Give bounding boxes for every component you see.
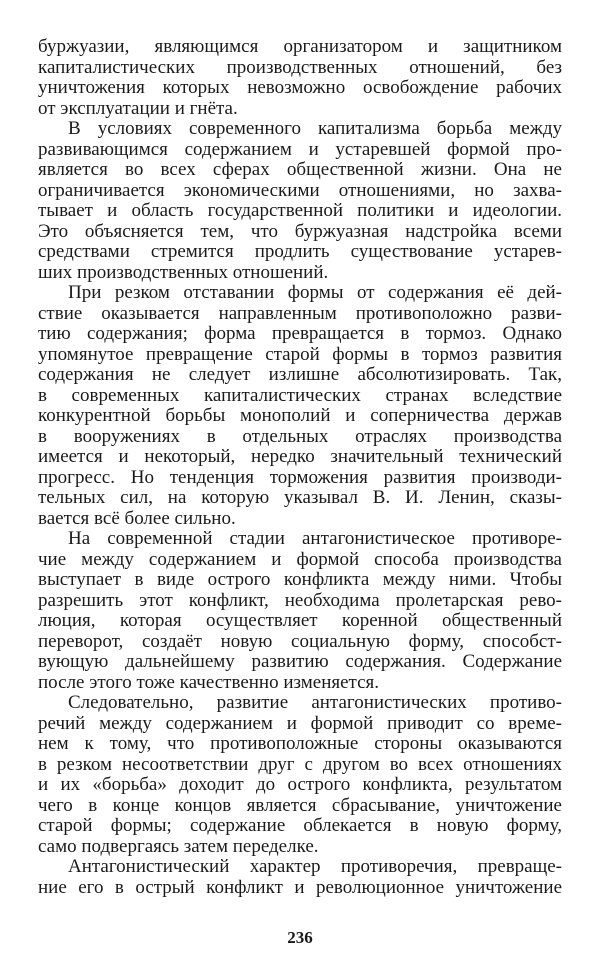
text-line: разрешить этот конфликт, необходима пролетарская рево- [38, 589, 562, 611]
text-line: ших производственных отношений. [38, 261, 329, 283]
paragraph [38, 857, 562, 898]
text-line: капиталистических производственных отношений, без [38, 56, 562, 78]
text-line: в вооружениях в отдельных отраслях производства [38, 425, 562, 447]
text-line: чие между содержанием и формой способа производства [38, 548, 562, 570]
text-line: На современной стадии антагонистическое противоре- [68, 528, 562, 549]
text-line: после этого тоже качественно изменяется. [38, 671, 380, 693]
text-line: тельных сил, на которую указывал В. И. Ленин, сказы- [38, 487, 562, 508]
paragraph [38, 529, 562, 693]
text-line: уничтожения которых невозможно освобождение рабочих [38, 77, 562, 98]
text-line: речий между содержанием и формой приводит со време- [38, 712, 562, 734]
text-line: ние его в острый конфликт и революционное уничтожение [38, 876, 562, 898]
text-line: вается всё более сильно. [38, 507, 236, 529]
text-line: В условиях современного капитализма борьба между [68, 118, 562, 139]
text-line: от эксплуатации и гнёта. [38, 97, 238, 119]
text-line: в современных капиталистических странах вследствие [38, 384, 562, 406]
text-line: ограничивается экономическими отношениями, но захва- [38, 179, 562, 201]
text-line: тию содержания; форма превращается в тормоз. Однако [38, 323, 562, 344]
text-line: содержания не следует излишне абсолютизировать. Так, [38, 364, 562, 385]
text-line: средствами стремится продлить существование устарев- [38, 241, 562, 262]
text-line: упомянутое превращение старой формы в тормоз развития [38, 343, 562, 365]
text-line: чего в конце концов является сбрасывание, уничтожение [38, 794, 562, 816]
page-body [38, 37, 562, 898]
text-line: в резком несоответствии друг с другом во всех отношениях [38, 753, 562, 775]
text-line: Следовательно, развитие антагонистических противо- [68, 692, 562, 713]
text-line: является во всех сферах общественной жизни. Она не [38, 159, 562, 180]
text-line: переворот, создаёт новую социальную форму, способст- [38, 630, 562, 652]
text-line: старой формы; содержание облекается в новую форму, [38, 815, 562, 836]
text-line: развивающимся содержанием и устаревшей формой про- [38, 138, 562, 160]
text-line: вующую дальнейшему развитию содержания. Содержание [38, 651, 562, 672]
text-line: и их «борьба» доходит до острого конфликта, результатом [38, 774, 562, 795]
text-line: Антагонистический характер противоречия, превраще- [68, 856, 562, 877]
paragraph [38, 119, 562, 283]
page-number: 236 [287, 928, 313, 947]
text-line: прогресс. Но тенденция торможения развития производи- [38, 466, 562, 488]
text-line: При резком отставании формы от содержания её дей- [68, 282, 562, 303]
text-line: тывает и область государственной политики и идеологии. [38, 200, 562, 221]
text-line: Это объясняется тем, что буржуазная надстройка всеми [38, 220, 562, 242]
text-line: нем к тому, что противоположные стороны оказываются [38, 733, 562, 754]
text-line: ствие оказывается направленным противоположно разви- [38, 302, 562, 324]
paragraph [38, 37, 562, 119]
text-line: выступает в виде острого конфликта между ними. Чтобы [38, 569, 562, 590]
text-line: люция, которая осуществляет коренной общественный [38, 610, 562, 631]
text-line: конкурентной борьбы монополий и соперничества держав [38, 405, 562, 426]
paragraph [38, 693, 562, 857]
text-line: имеется и некоторый, нередко значительный технический [38, 446, 562, 467]
text-line: буржуазии, являющимся организатором и защитником [38, 36, 562, 57]
paragraph [38, 283, 562, 529]
text-line: само подвергаясь затем переделке. [38, 835, 319, 857]
